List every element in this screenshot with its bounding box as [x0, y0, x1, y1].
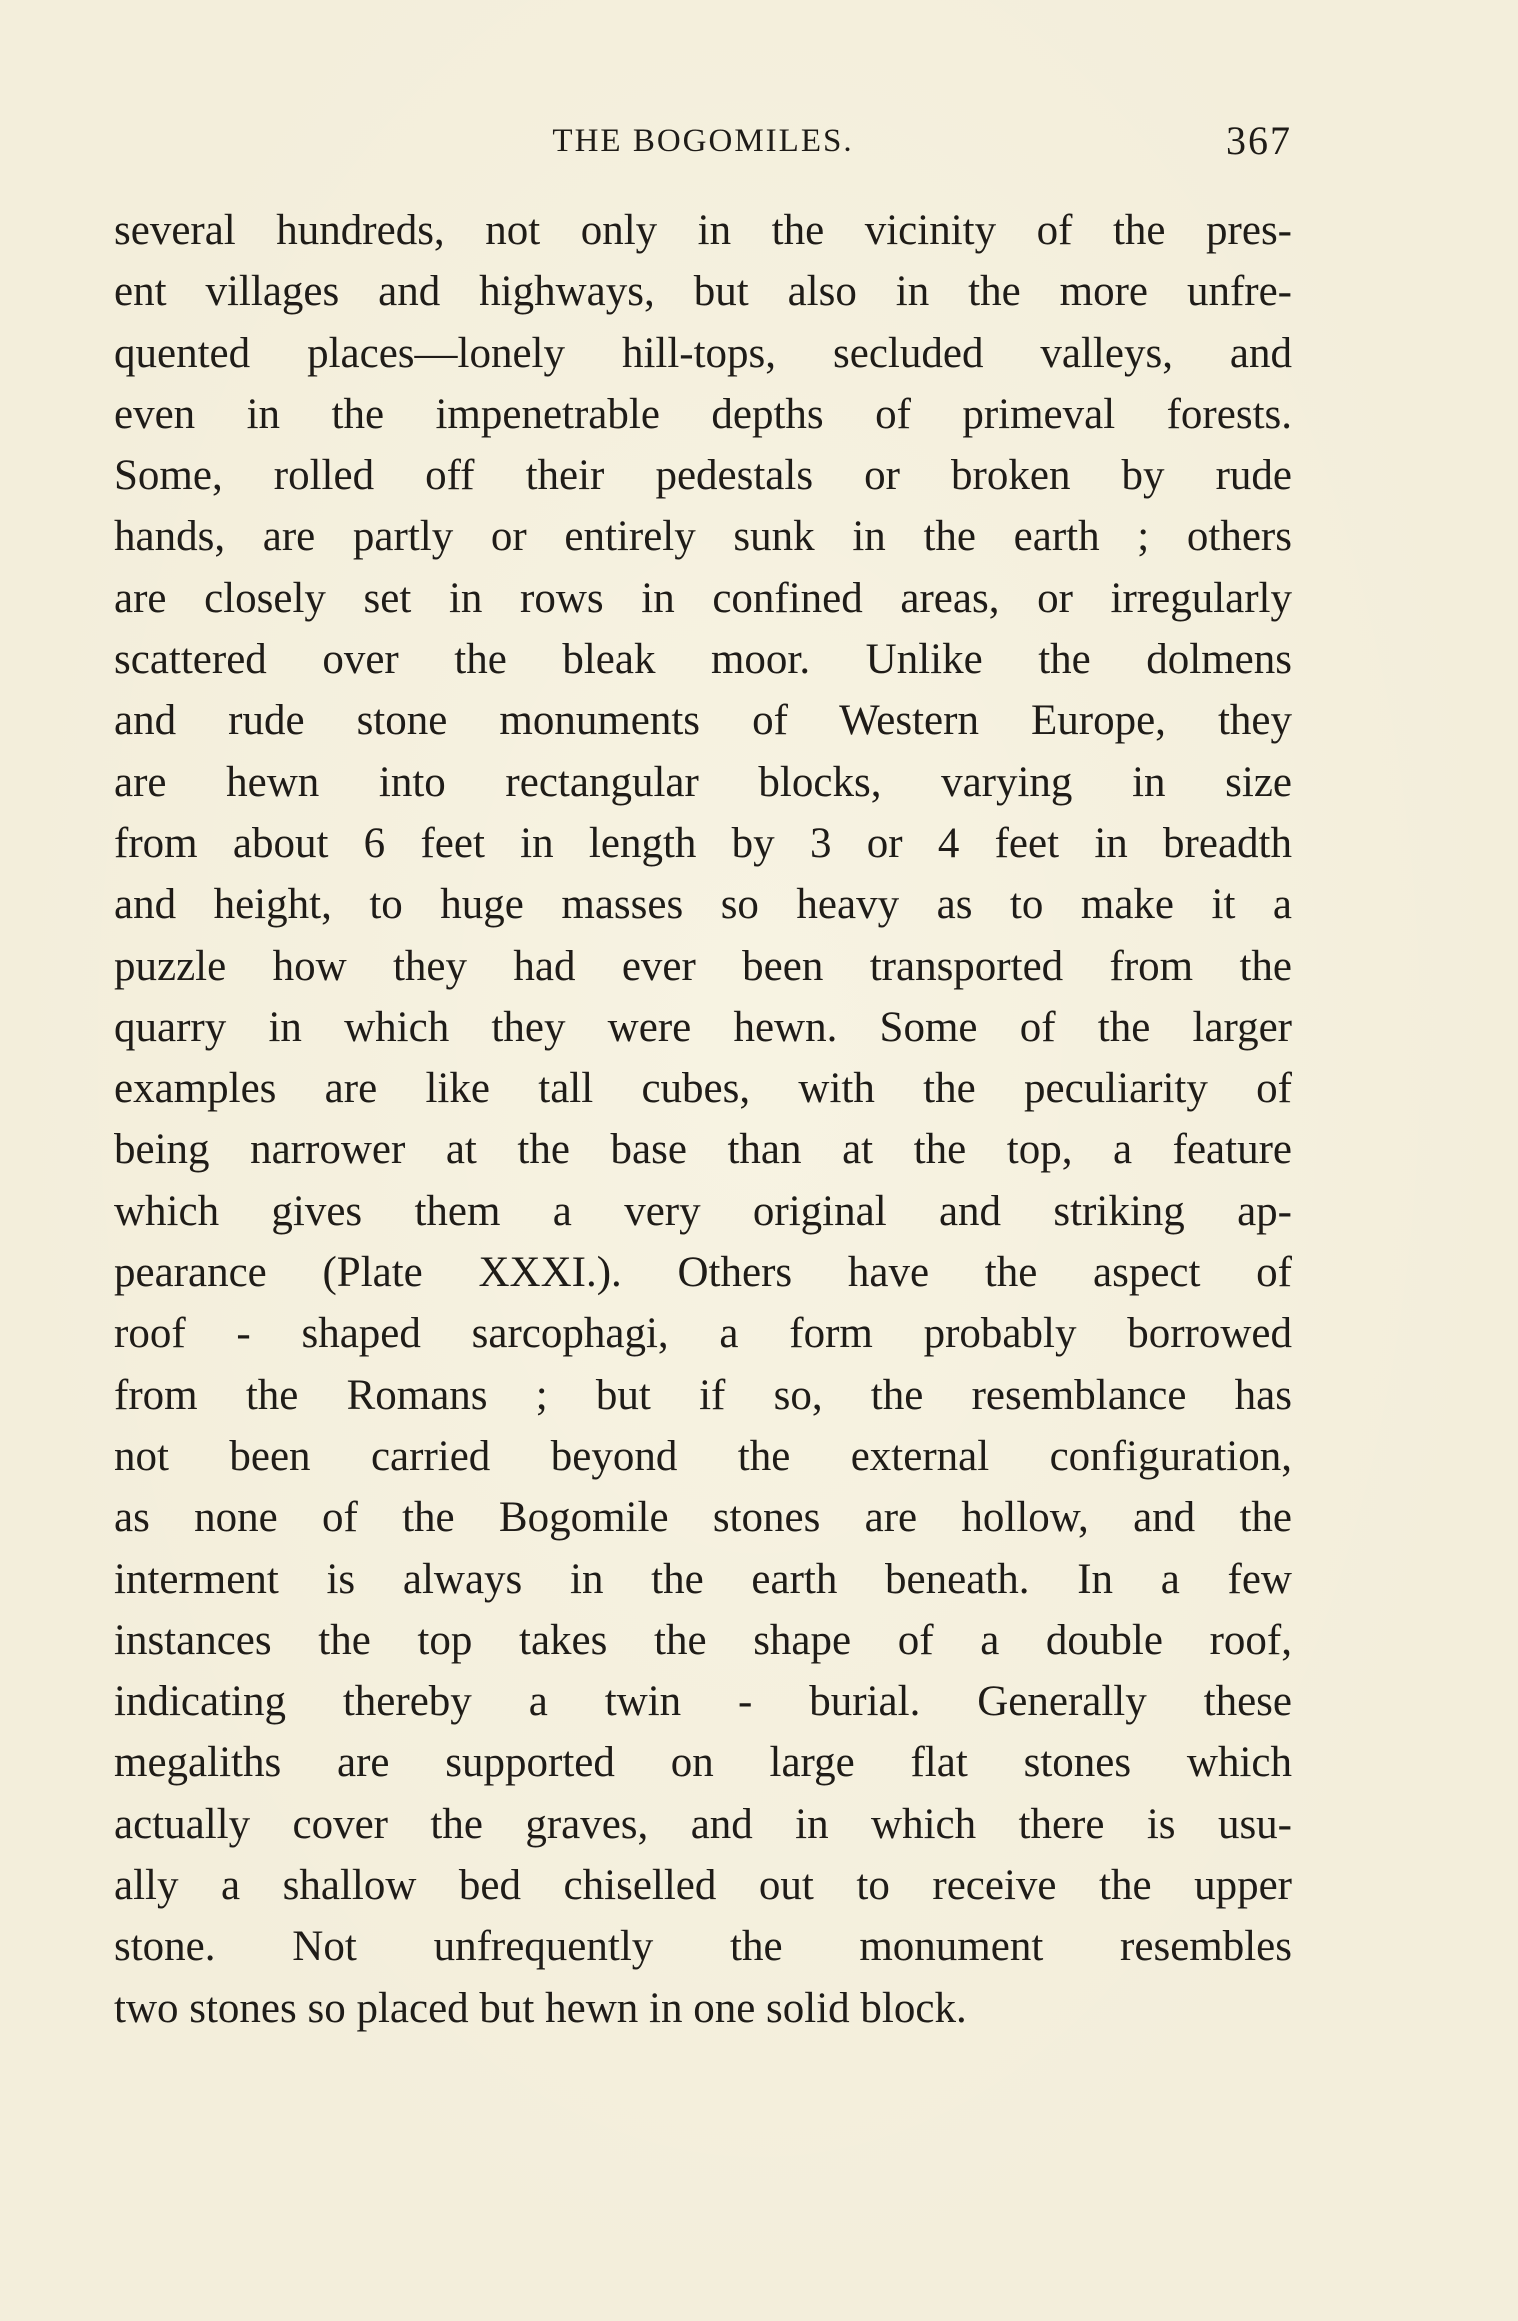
text-line: and rude stone monuments of Western Europe, they — [114, 697, 1292, 745]
text-line: roof - shaped sarcophagi, a form probably borrowed — [114, 1310, 1292, 1358]
text-line: instances the top takes the shape of a double roof, — [114, 1616, 1292, 1664]
text-line: pearance (Plate XXXI.). Others have the aspect of — [114, 1249, 1292, 1297]
text-line: ally a shallow bed chiselled out to receive the upper — [114, 1862, 1292, 1910]
running-title: THE BOGOMILES. — [552, 123, 854, 159]
text-line: are closely set in rows in confined areas, or irregularly — [114, 574, 1292, 622]
text-line: actually cover the graves, and in which there is usu- — [114, 1800, 1292, 1848]
text-line: quented places—lonely hill-tops, secluded valleys, and — [114, 329, 1292, 377]
text-line: being narrower at the base than at the top, a feature — [114, 1126, 1292, 1174]
text-line: megaliths are supported on large flat stones which — [114, 1739, 1292, 1787]
text-line: interment is always in the earth beneath. In a few — [114, 1555, 1292, 1603]
text-line: ent villages and highways, but also in the more unfre- — [114, 268, 1292, 316]
text-line: two stones so placed but hewn in one solid block. — [114, 1984, 967, 2032]
text-line: from the Romans ; but if so, the resemblance has — [114, 1371, 1292, 1419]
text-line: are hewn into rectangular blocks, varying in size — [114, 758, 1292, 806]
text-line: quarry in which they were hewn. Some of the larger — [114, 1003, 1292, 1051]
text-line: indicating thereby a twin - burial. Generally these — [114, 1678, 1292, 1726]
text-line: puzzle how they had ever been transported from the — [114, 942, 1292, 990]
text-line: not been carried beyond the external configuration, — [114, 1432, 1292, 1480]
text-line: and height, to huge masses so heavy as to make it a — [114, 881, 1292, 929]
text-line: hands, are partly or entirely sunk in the earth ; others — [114, 513, 1292, 561]
body-paragraph — [114, 200, 1292, 2039]
running-head — [114, 116, 1292, 166]
text-line: Some, rolled off their pedestals or broken by rude — [114, 452, 1292, 500]
text-line: which gives them a very original and striking ap- — [114, 1187, 1292, 1235]
text-line: even in the impenetrable depths of primeval forests. — [114, 390, 1292, 438]
text-line: stone. Not unfrequently the monument resembles — [114, 1923, 1292, 1971]
text-line: examples are like tall cubes, with the peculiarity of — [114, 1065, 1292, 1113]
text-line: from about 6 feet in length by 3 or 4 feet in breadth — [114, 819, 1292, 867]
text-line: several hundreds, not only in the vicinity of the pres- — [114, 207, 1292, 254]
text-line: scattered over the bleak moor. Unlike the dolmens — [114, 636, 1292, 684]
page-number: 367 — [1226, 118, 1292, 163]
text-line: as none of the Bogomile stones are hollow, and the — [114, 1494, 1292, 1542]
